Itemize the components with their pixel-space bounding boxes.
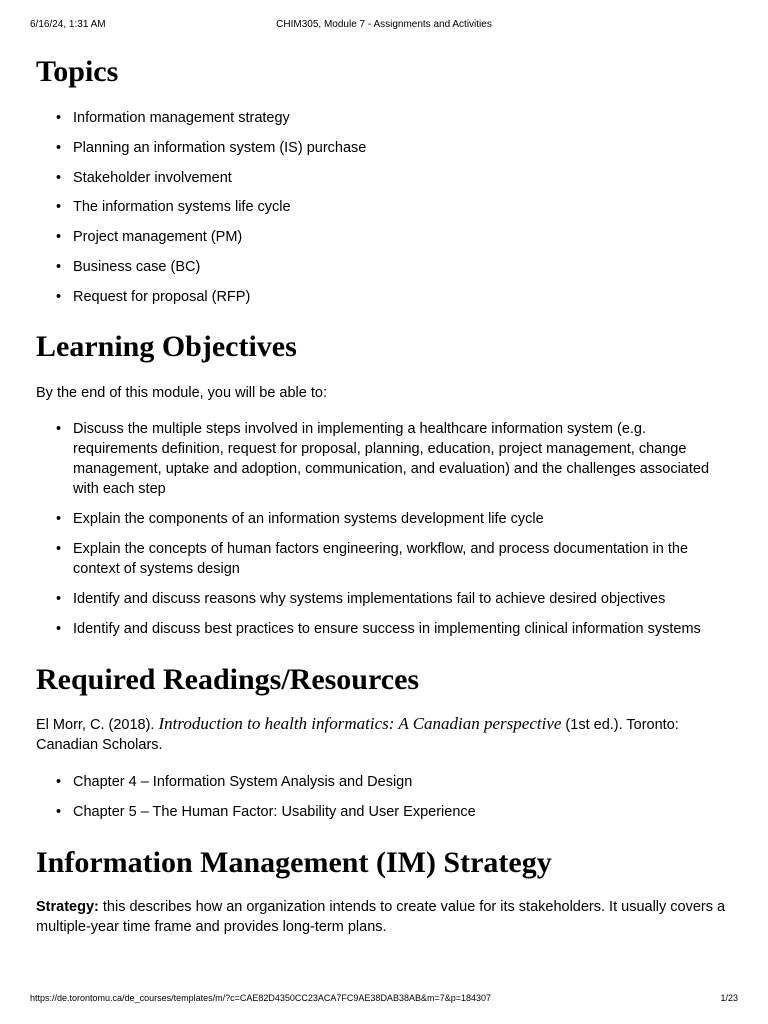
page-url: https://de.torontomu.ca/de_courses/templates/m/?c=CAE82D4350CC23ACA7FC9AE38DAB38AB&m=7&p=184307	[30, 993, 492, 1003]
page-number: 1/23	[720, 993, 738, 1003]
strategy-paragraph: Strategy: this describes how an organization intends to create value for its stakeholders. It usually covers a multiple-year time frame and provides long-term plans.	[36, 899, 726, 935]
list-item: • Business case (BC)	[56, 258, 201, 275]
print-footer	[0, 993, 768, 1007]
print-header	[0, 19, 768, 33]
bullet-icon: •	[56, 541, 62, 557]
bullet-icon: •	[56, 139, 62, 156]
book-title: Introduction to health informatics: A Canadian perspective	[158, 714, 562, 733]
list-item: • Explain the components of an information systems development life cycle	[56, 511, 544, 527]
readings-citation: El Morr, C. (2018). Introduction to health informatics: A Canadian perspective (1st ed.). Toronto: Canadian Scholars.	[36, 714, 679, 753]
list-item: • Information management strategy	[56, 110, 290, 126]
bullet-icon: •	[56, 511, 62, 527]
print-title: CHIM305, Module 7 - Assignments and Activities	[276, 19, 492, 30]
bullet-icon: •	[56, 169, 62, 186]
bullet-icon: •	[56, 591, 62, 607]
objectives-list	[36, 419, 736, 649]
bullet-icon: •	[56, 110, 62, 126]
bullet-icon: •	[56, 621, 62, 637]
list-item: • Identify and discuss best practices to ensure success in implementing clinical information systems	[56, 621, 701, 637]
topics-heading: Topics	[36, 55, 119, 88]
topics-list	[36, 108, 736, 317]
bullet-icon: •	[56, 229, 62, 246]
print-datetime: 6/16/24, 1:31 AM	[30, 19, 106, 30]
readings-heading: Required Readings/Resources	[36, 663, 420, 696]
list-item: • Stakeholder involvement	[56, 169, 232, 186]
list-item: • Chapter 4 – Information System Analysis and Design	[56, 774, 413, 790]
strategy-heading: Information Management (IM) Strategy	[36, 846, 552, 879]
list-item: • The information systems life cycle	[56, 199, 291, 216]
bullet-icon: •	[56, 288, 62, 305]
list-item: • Project management (PM)	[56, 229, 243, 246]
strategy-term: Strategy:	[36, 899, 99, 915]
list-item: • Identify and discuss reasons why systems implementations fail to achieve desired objectives	[56, 591, 666, 607]
bullet-icon: •	[56, 421, 62, 437]
list-item: • Explain the concepts of human factors engineering, workflow, and process documentation in the context of systems design	[56, 541, 689, 577]
bullet-icon: •	[56, 199, 62, 216]
objectives-intro: By the end of this module, you will be able to:	[36, 385, 327, 401]
readings-list	[36, 772, 736, 832]
list-item: • Chapter 5 – The Human Factor: Usability and User Experience	[56, 804, 476, 820]
list-item: • Request for proposal (RFP)	[56, 288, 251, 305]
bullet-icon: •	[56, 258, 62, 275]
list-item: • Discuss the multiple steps involved in implementing a healthcare information system (e.g. requirements definition, request for proposal, planning, education, project management, change management, uptake and adoption, communication, and evaluation) and the challenges associated with each step	[56, 421, 710, 497]
bullet-icon: •	[56, 804, 62, 820]
objectives-heading: Learning Objectives	[36, 330, 297, 363]
list-item: • Planning an information system (IS) purchase	[56, 139, 367, 156]
bullet-icon: •	[56, 774, 62, 790]
